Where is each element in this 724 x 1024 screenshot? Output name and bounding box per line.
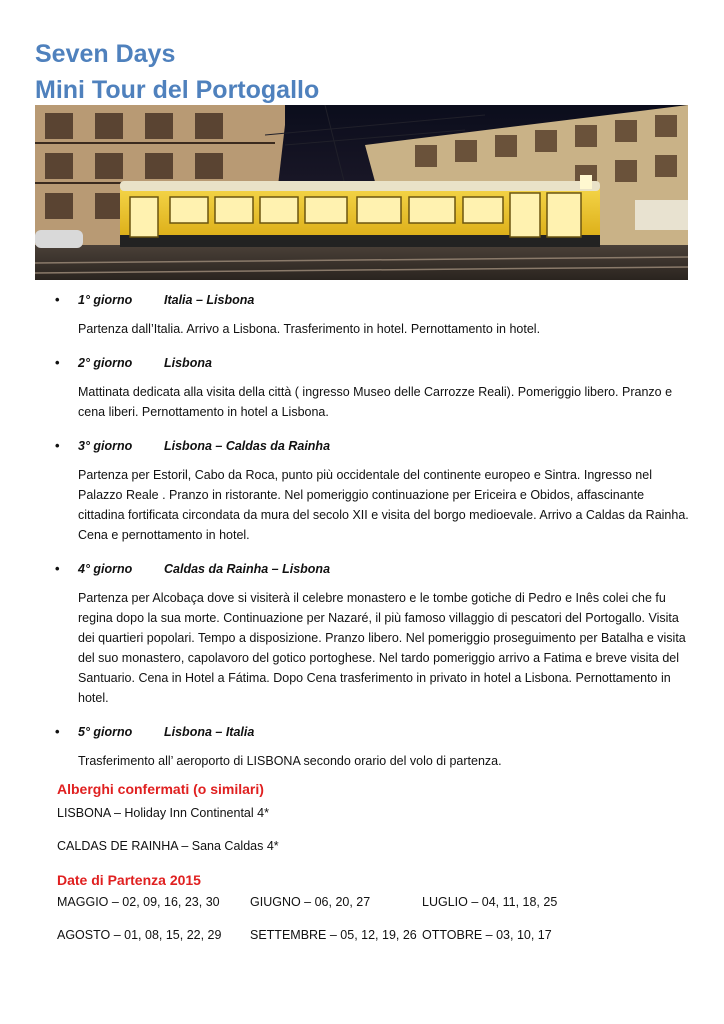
- bullet-icon: •: [55, 438, 60, 453]
- dates-may: MAGGIO – 02, 09, 16, 23, 30: [57, 895, 220, 909]
- dates-october: OTTOBRE – 03, 10, 17: [422, 928, 552, 942]
- day-number: 5° giorno: [78, 725, 133, 739]
- itinerary-day-3: [55, 436, 695, 545]
- day-route: Caldas da Rainha – Lisbona: [164, 562, 331, 576]
- bullet-icon: •: [55, 292, 60, 307]
- itinerary-day-4: [55, 559, 695, 708]
- day-route: Italia – Lisbona: [164, 293, 255, 307]
- bullet-icon: •: [55, 724, 60, 739]
- dates-september: SETTEMBRE – 05, 12, 19, 26: [250, 928, 417, 942]
- dates-heading: Date di Partenza 2015: [57, 872, 201, 888]
- day-description: Partenza dall’Italia. Arrivo a Lisbona. Trasferimento in hotel. Pernottamento in hotel.: [78, 322, 541, 336]
- hotel-caldas: CALDAS DE RAINHA – Sana Caldas 4*: [57, 839, 279, 853]
- dates-row-1: [57, 895, 697, 913]
- dates-row-2: [57, 928, 697, 946]
- day-description: Partenza per Estoril, Cabo da Roca, punto più occidentale del continente europeo e Sintra. Ingresso nel Palazzo Reale . Pranzo in ristorante. Nel pomeriggio continuazione per Ericeira e Obidos, affascinante cittadina fortificata circondata da mura del secolo XII e visita del borgo medioevale. Arrivo a Caldas da Rainha. Cena e pernottamento in hotel.: [78, 468, 689, 542]
- itinerary-day-1: [55, 290, 695, 339]
- tram-photo: [35, 105, 688, 280]
- itinerary-day-2: [55, 353, 695, 422]
- page-title: [35, 36, 319, 108]
- day-route: Lisbona – Italia: [164, 725, 255, 739]
- tram-illustration: [35, 105, 688, 280]
- day-number: 3° giorno: [78, 439, 133, 453]
- dates-july: LUGLIO – 04, 11, 18, 25: [422, 895, 558, 909]
- title-line-1: Seven Days: [35, 40, 176, 68]
- dates-august: AGOSTO – 01, 08, 15, 22, 29: [57, 928, 222, 942]
- dates-june: GIUGNO – 06, 20, 27: [250, 895, 371, 909]
- day-description: Trasferimento all’ aeroporto di LISBONA secondo orario del volo di partenza.: [78, 754, 502, 768]
- day-number: 4° giorno: [78, 562, 133, 576]
- itinerary: [55, 290, 695, 785]
- day-route: Lisbona: [164, 356, 212, 370]
- title-line-2: Mini Tour del Portogallo: [35, 76, 320, 104]
- day-description: Partenza per Alcobaça dove si visiterà il celebre monastero e le tombe gotiche di Pedro e Inês colei che fu regina dopo la sua morte. Continuazione per Nazaré, il più famoso villaggio di pescatori del Portogallo. Visita dei quartieri popolari. Tempo a disposizione. Pranzo libero. Nel pomeriggio proseguimento per Batalha e visita del suo monastero, capolavoro del gotico portoghese. Nel tardo pomeriggio arrivo a Fatima e breve visita del Santuario. Cena in Hotel a Fátima. Dopo Cena trasferimento in privato in hotel a Lisbona. Pernottamento in hotel.: [78, 591, 686, 705]
- itinerary-day-5: [55, 722, 695, 771]
- day-route: Lisbona – Caldas da Rainha: [164, 439, 331, 453]
- day-number: 1° giorno: [78, 293, 133, 307]
- day-description: Mattinata dedicata alla visita della città ( ingresso Museo delle Carrozze Reali). Pomeriggio libero. Pranzo e cena liberi. Pernottamento in hotel a Lisbona.: [78, 385, 673, 419]
- bullet-icon: •: [55, 355, 60, 370]
- bullet-icon: •: [55, 561, 60, 576]
- hotels-heading: Alberghi confermati (o similari): [57, 781, 264, 797]
- day-number: 2° giorno: [78, 356, 133, 370]
- hotel-lisbon: LISBONA – Holiday Inn Continental 4*: [57, 806, 269, 820]
